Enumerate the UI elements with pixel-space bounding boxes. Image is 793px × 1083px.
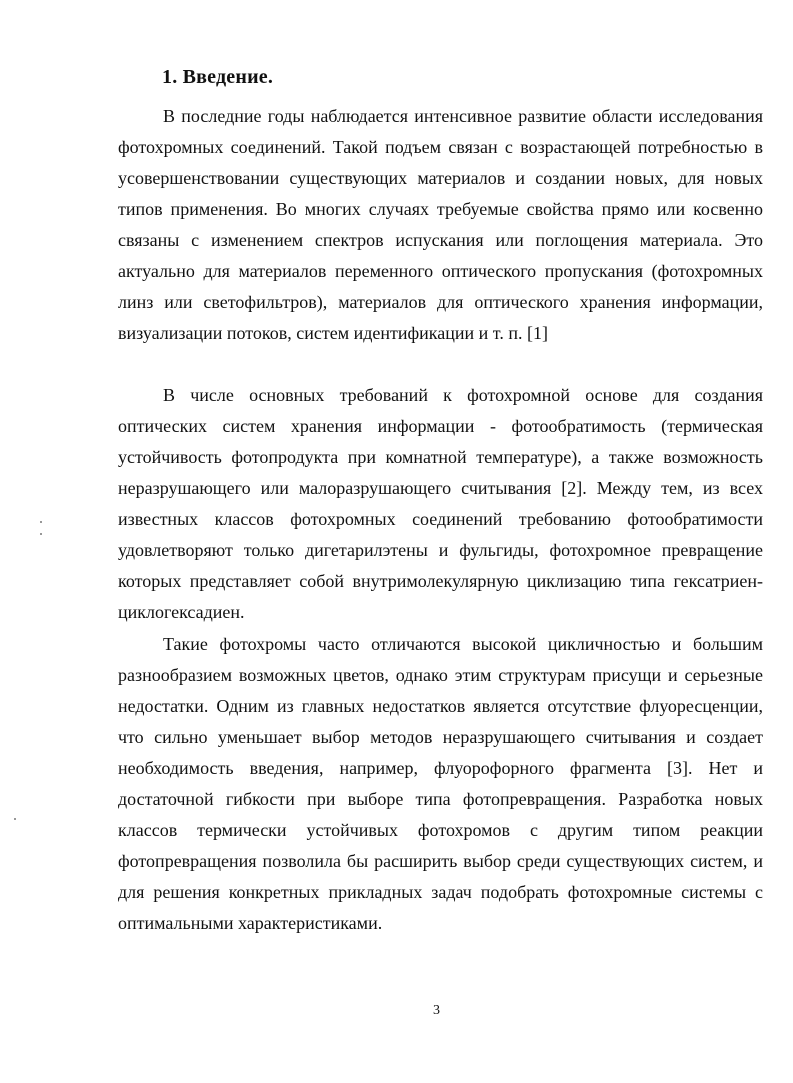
paragraph-intro: В последние годы наблюдается интенсивное развитие области исследования фотохромных соединений. Такой подъем связан с возрастающей потребностью в усовершенствовании существующих материалов и создании новых, для новых типов применения. Во многих случаях требуемые свойства прямо или косвенно связаны с изменением спектров испускания или поглощения материала. Это актуально для материалов переменного оптического пропускания (фотохромных линз или светофильтров), материалов для оптического хранения информации, визуализации потоков, систем идентификации и т. п. [1] xyxy=(118,106,763,343)
paragraph-drawbacks: Такие фотохромы часто отличаются высокой цикличностью и большим разнообразием возможных цветов, однако этим структурам присущи и серьезные недостатки. Одним из главных недостатков является отсутствие флуоресценции, что сильно уменьшает выбор методов неразрушающего считывания и создает необходимость введения, например, флуорофорного фрагмента [3]. Нет и достаточной гибкости при выборе типа фотопревращения. Разработка новых классов термически устойчивых фотохромов с другим типом реакции фотопревращения позволила бы расширить выбор среди существующих систем, и для решения конкретных прикладных задач подобрать фотохромные системы с оптимальными характеристиками. xyxy=(118,634,763,933)
scan-speck xyxy=(40,533,42,535)
paragraph-requirements: В числе основных требований к фотохромной основе для создания оптических систем хранения информации - фотообратимость (термическая устойчивость фотопродукта при комнатной температуре), а также возможность неразрушающего или малоразрушающего считывания [2]. Между тем, из всех известных классов фотохромных соединений требованию фотообратимости удовлетворяют только дигетарилэтены и фульгиды, фотохромное превращение которых представляет собой внутримолекулярную циклизацию типа гексатриен-циклогексадиен. xyxy=(118,385,763,622)
page-number: 3 xyxy=(433,1003,440,1018)
scan-speck xyxy=(40,521,42,523)
scan-speck xyxy=(14,818,16,820)
section-heading: 1. Введение. xyxy=(162,66,274,88)
